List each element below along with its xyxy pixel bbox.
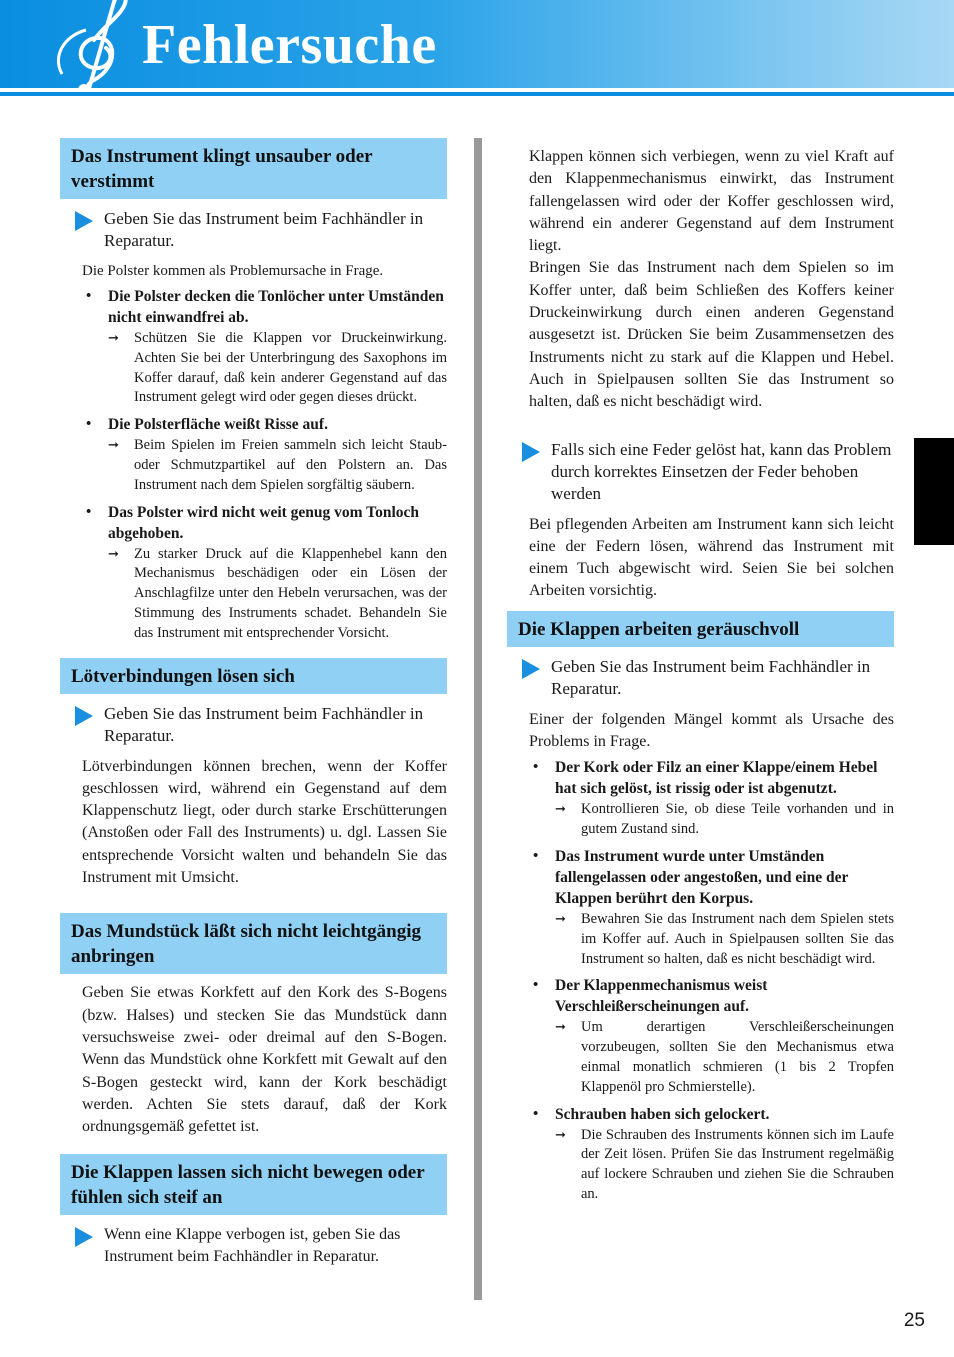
list-item — [507, 846, 894, 969]
bullet-title: Das Instrument wurde unter Umständen fallengelassen oder angestoßen, und eine der Klappen berührt den Korpus. — [555, 847, 849, 907]
sub-item — [555, 910, 894, 969]
sub-item — [108, 545, 447, 644]
paragraph: Die Polster kommen als Problemursache in Frage. — [82, 263, 384, 279]
bullet-title: Die Polster decken die Tonlöcher unter Umständen nicht einwandfrei ab. — [108, 288, 444, 326]
bullet-dot: • — [86, 503, 92, 520]
bullet-title: Der Klappenmechanismus weist Verschleißerscheinungen auf. — [555, 977, 768, 1016]
chapter-tab — [914, 438, 954, 545]
right-column — [507, 138, 894, 1211]
hint-text: Geben Sie das Instrument beim Fachhändler in Reparatur. — [104, 703, 424, 745]
sub-item — [108, 436, 447, 495]
sub-text: Die Schrauben des Instruments können sich im Laufe der Zeit lösen. Prüfen Sie das Instrument regelmäßig auf lockere Schrauben und ziehen Sie die Schrauben an. — [581, 1126, 894, 1202]
paragraph: Einer der folgenden Mängel kommt als Ursache des Problems in Frage. — [529, 710, 894, 751]
section-title-verstimmt: Das Instrument klingt unsauber oder verstimmt — [60, 138, 447, 199]
hint-text: Wenn eine Klappe verbogen ist, geben Sie das Instrument beim Fachhändler in Reparatur. — [104, 1226, 401, 1266]
header-divider-blue — [0, 92, 954, 96]
sub-text: Beim Spielen im Freien sammeln sich leicht Staub- oder Schmutzpartikel auf den Polstern an. Das Instrument nach dem Spielen sorgfältig säubern. — [134, 437, 447, 493]
section-title-klappen-geraeuschvoll: Die Klappen arbeiten geräuschvoll — [507, 611, 894, 647]
page-title: Fehlersuche — [142, 14, 437, 76]
bullet-title: Das Polster wird nicht weit genug vom Tonloch abgehoben. — [108, 503, 420, 542]
list-item — [60, 502, 447, 644]
bullet-dot: • — [86, 416, 92, 433]
list-item — [60, 286, 447, 408]
hint — [60, 703, 447, 747]
hint-text: Geben Sie das Instrument beim Fachhändler in Reparatur. — [104, 209, 424, 250]
bullet-dot: • — [533, 977, 539, 994]
list-item — [507, 757, 894, 840]
hint — [60, 208, 447, 252]
column-divider — [474, 138, 482, 1300]
sub-text: Zu starker Druck auf die Klappenhebel kann den Mechanismus beschädigen oder ein Lösen der Anschlagfilze unter den Hebeln verursachen, was der Stimmung des Instruments schadet. Behandeln Sie das Instrument mit entsprechender Vorsicht. — [134, 545, 447, 641]
list-item — [60, 414, 447, 495]
bullet-title: Schrauben haben sich gelockert. — [555, 1105, 770, 1123]
sub-text: Bewahren Sie das Instrument nach dem Spielen stets im Koffer auf. Auch in Spielpausen sollten Sie das Instrument so halten, daß es nicht beschädigt wird. — [581, 910, 894, 967]
arrow-right-icon: ➞ — [555, 802, 566, 818]
sub-item — [555, 800, 894, 840]
triangle-icon — [75, 211, 93, 231]
sub-text: Um derartigen Verschleißerscheinungen vorzubeugen, sollten Sie den Mechanismus etwa einmal monatlich schmieren (1 bis 2 Tropfen Klappenöl pro Schmierstelle). — [581, 1019, 894, 1095]
bullet-list — [60, 286, 447, 644]
bullet-dot: • — [533, 759, 539, 776]
section-title-klappen-steif: Die Klappen lassen sich nicht bewegen oder fühlen sich steif an — [60, 1154, 447, 1215]
bullet-list — [507, 757, 894, 1204]
hint-text: Falls sich eine Feder gelöst hat, kann das Problem durch korrektes Einsetzen der Feder behoben werden — [551, 439, 892, 503]
hint — [60, 1224, 447, 1268]
sub-item — [555, 1126, 894, 1205]
bullet-title: Die Polsterfläche weißt Risse auf. — [108, 416, 328, 434]
triangle-icon — [75, 1227, 93, 1247]
hint — [507, 656, 894, 700]
arrow-right-icon: ➞ — [108, 331, 119, 346]
paragraph: Klappen können sich verbiegen, wenn zu viel Kraft auf den Klappenmechanismus einwirkt, das Instrument fallengelassen wird oder der Koffer geschlossen wird, während ein anderer Gegenstand auf dem Instrument liegt. — [529, 148, 894, 255]
arrow-right-icon: ➞ — [555, 911, 566, 927]
sub-text: Kontrollieren Sie, ob diese Teile vorhanden und in gutem Zustand sind. — [581, 801, 894, 838]
sub-item — [555, 1018, 894, 1097]
list-item — [507, 1104, 894, 1205]
left-column — [60, 138, 447, 1277]
bullet-dot: • — [533, 847, 539, 864]
arrow-right-icon: ➞ — [555, 1127, 566, 1143]
bullet-title: Der Kork oder Filz an einer Klappe/einem Hebel hat sich gelöst, ist rissig oder ist abgenutzt. — [555, 759, 878, 798]
paragraph: Bringen Sie das Instrument nach dem Spielen so im Koffer unter, daß beim Schließen des Koffers keiner Druckeinwirkung durch einen anderen Gegenstand ausgesetzt ist. Drücken Sie beim Zusammensetzen des Instruments nicht zu stark auf die Klappen und Hebel. Auch in Spielpausen sollten Sie das Instrument so halten, daß es nicht beschädigt wird. — [529, 259, 894, 411]
list-item — [507, 975, 894, 1097]
triangle-icon — [75, 706, 93, 726]
arrow-right-icon: ➞ — [555, 1020, 566, 1036]
sub-text: Schützen Sie die Klappen vor Druckeinwirkung. Achten Sie bei der Unterbringung des Saxophons im Koffer darauf, daß kein anderer Gegenstand auf das Instrument gelegt wird oder gegen dieses drückt. — [134, 330, 447, 406]
triangle-icon — [522, 442, 540, 462]
hint — [507, 439, 894, 505]
section-title-loetverbindungen: Lötverbindungen lösen sich — [60, 658, 447, 694]
page-header — [0, 0, 954, 96]
arrow-right-icon: ➞ — [108, 438, 119, 454]
triangle-icon — [522, 659, 540, 679]
paragraph: Bei pflegenden Arbeiten am Instrument kann sich leicht eine der Federn lösen, während das Instrument mit einem Tuch abgewischt wird. Seien Sie bei solchen Arbeiten vorsichtig. — [529, 515, 894, 600]
hint-text: Geben Sie das Instrument beim Fachhändler in Reparatur. — [551, 656, 871, 698]
paragraph: Geben Sie etwas Korkfett auf den Kork des S-Bogens (bzw. Halses) und stecken Sie das Mundstück dann versuchsweise zwei- oder dreimal auf den S-Bogen. Wenn das Mundstück ohne Korkfett mit Gewalt auf den S-Bogen gesteckt wird, kann der Kork beschädigt werden. Achten Sie stets darauf, daß der Kork ordnungsgemäß gefettet ist. — [82, 984, 447, 1136]
paragraph: Lötverbindungen können brechen, wenn der Koffer geschlossen wird, während ein Gegenstand auf dem Klappenschutz liegt, oder durch starke Erschütterungen (Anstoßen oder Fall des Instruments) u. dgl. Lassen Sie entsprechende Vorsicht walten und behandeln Sie das Instrument mit Umsicht. — [82, 757, 447, 887]
bullet-dot: • — [86, 288, 92, 304]
section-title-mundstueck: Das Mundstück läßt sich nicht leichtgängig anbringen — [60, 913, 447, 974]
bullet-dot: • — [533, 1105, 539, 1122]
sub-item — [108, 329, 447, 408]
page-number: 25 — [903, 1310, 925, 1331]
arrow-right-icon: ➞ — [108, 546, 119, 562]
